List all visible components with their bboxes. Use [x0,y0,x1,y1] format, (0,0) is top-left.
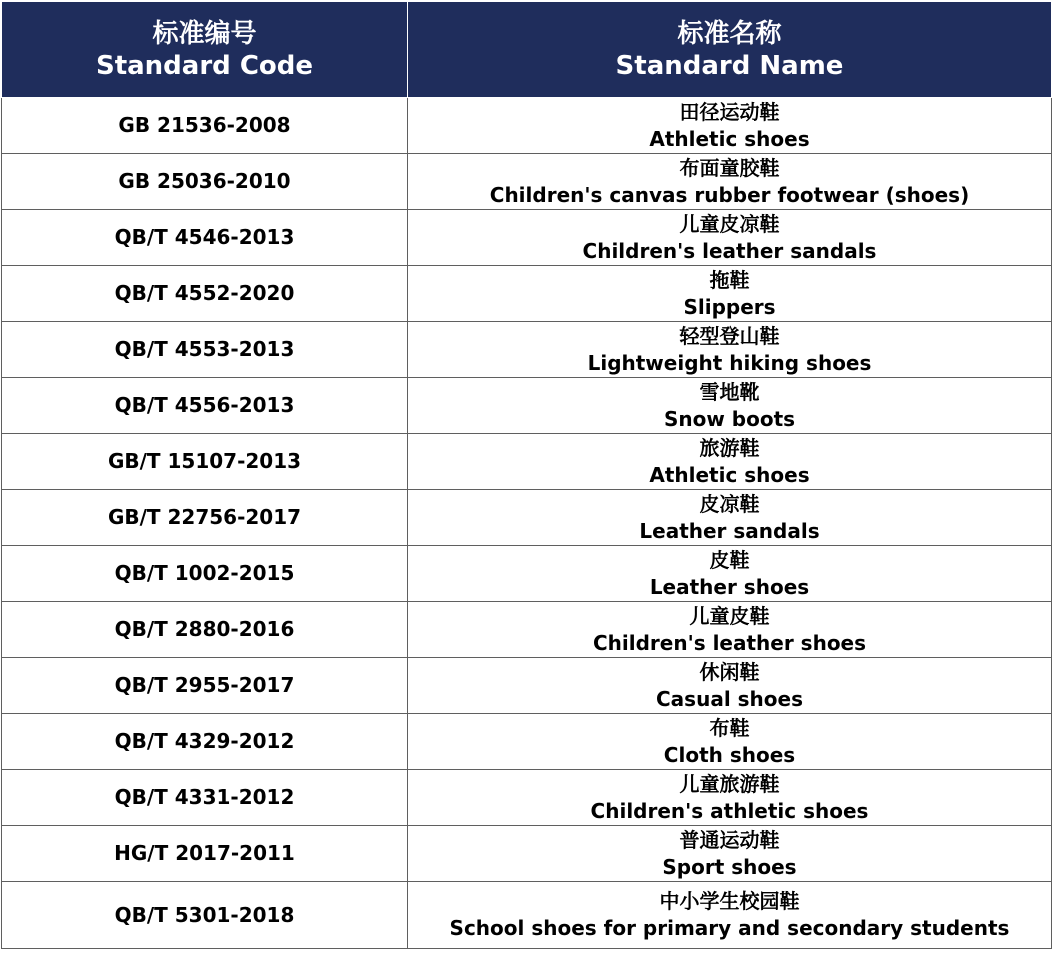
table-row [2,658,1052,714]
table-header [2,2,1052,98]
table-row [2,882,1052,949]
standard-name-en: Children's leather shoes [592,630,867,655]
standard-name-zh: 普通运动鞋 [679,827,780,852]
standard-name-cell [408,490,1052,546]
standard-name-zh: 休闲鞋 [699,659,760,684]
standard-name-en: Sport shoes [662,854,797,879]
standard-code-cell: QB/T 5301-2018 [2,882,408,949]
header-standard-name [408,2,1052,98]
standard-name-en: School shoes for primary and secondary students [449,916,1010,940]
standard-code-cell: GB/T 22756-2017 [2,490,408,546]
table-row [2,826,1052,882]
header-name-zh: 标准名称 [677,18,782,49]
table-row [2,378,1052,434]
standard-name-zh: 布面童胶鞋 [679,155,780,180]
table-row [2,602,1052,658]
standard-name-cell [408,546,1052,602]
standard-name-cell [408,266,1052,322]
table-row [2,546,1052,602]
standard-name-cell [408,602,1052,658]
standard-name-en: Children's leather sandals [582,238,877,263]
standard-name-en: Athletic shoes [649,462,810,487]
standard-name-en: Children's canvas rubber footwear (shoes) [489,182,970,207]
table-row [2,490,1052,546]
standard-code-cell: QB/T 4329-2012 [2,714,408,770]
standard-name-en: Snow boots [663,406,796,431]
standard-name-zh: 皮鞋 [709,547,750,572]
standard-name-zh: 儿童皮凉鞋 [679,211,780,236]
standard-name-zh: 田径运动鞋 [679,99,780,124]
standard-code-cell: QB/T 2955-2017 [2,658,408,714]
header-standard-code [2,2,408,98]
standard-code-cell: QB/T 4331-2012 [2,770,408,826]
standard-name-cell [408,434,1052,490]
standard-name-cell [408,378,1052,434]
standard-name-en: Slippers [683,294,776,319]
standard-name-en: Cloth shoes [663,742,796,767]
standard-name-cell [408,714,1052,770]
standard-name-cell [408,322,1052,378]
table-row [2,434,1052,490]
standard-name-zh: 儿童皮鞋 [689,603,770,628]
header-code-en: Standard Code [95,50,314,81]
standard-code-cell: QB/T 4552-2020 [2,266,408,322]
standard-name-zh: 皮凉鞋 [699,491,760,516]
standard-name-zh: 儿童旅游鞋 [679,771,780,796]
standard-name-cell [408,154,1052,210]
standard-name-cell [408,210,1052,266]
standard-name-en: Leather shoes [649,574,810,599]
standard-name-en: Leather sandals [639,518,820,543]
standard-name-zh: 旅游鞋 [699,435,760,460]
header-code-zh: 标准编号 [152,18,257,49]
table-row [2,714,1052,770]
standard-name-en: Casual shoes [656,686,803,711]
standard-code-cell: HG/T 2017-2011 [2,826,408,882]
standard-name-en: Children's athletic shoes [590,798,869,823]
table-row [2,322,1052,378]
standard-name-cell [408,826,1052,882]
standard-code-cell: GB/T 15107-2013 [2,434,408,490]
standard-name-en: Lightweight hiking shoes [587,350,872,375]
standard-name-zh: 轻型登山鞋 [679,323,780,348]
standard-name-cell [408,658,1052,714]
standard-code-cell: GB 25036-2010 [2,154,408,210]
standard-code-cell: GB 21536-2008 [2,98,408,154]
table-row [2,98,1052,154]
table-row [2,154,1052,210]
standard-name-en: Athletic shoes [649,126,810,151]
standard-code-cell: QB/T 4546-2013 [2,210,408,266]
table-row [2,770,1052,826]
table-row [2,266,1052,322]
header-name-en: Standard Name [615,50,844,81]
standard-code-cell: QB/T 1002-2015 [2,546,408,602]
standard-name-zh: 中小学生校园鞋 [659,889,800,913]
standard-name-zh: 拖鞋 [709,267,750,292]
standard-name-cell [408,770,1052,826]
standard-code-cell: QB/T 2880-2016 [2,602,408,658]
table-row [2,210,1052,266]
header-row [2,2,1052,98]
standards-table [1,1,1052,949]
standard-name-cell [408,882,1052,949]
table-body [2,98,1052,949]
standard-code-cell: QB/T 4556-2013 [2,378,408,434]
standard-name-zh: 雪地靴 [699,379,760,404]
standard-name-zh: 布鞋 [709,715,750,740]
standard-name-cell [408,98,1052,154]
standard-code-cell: QB/T 4553-2013 [2,322,408,378]
